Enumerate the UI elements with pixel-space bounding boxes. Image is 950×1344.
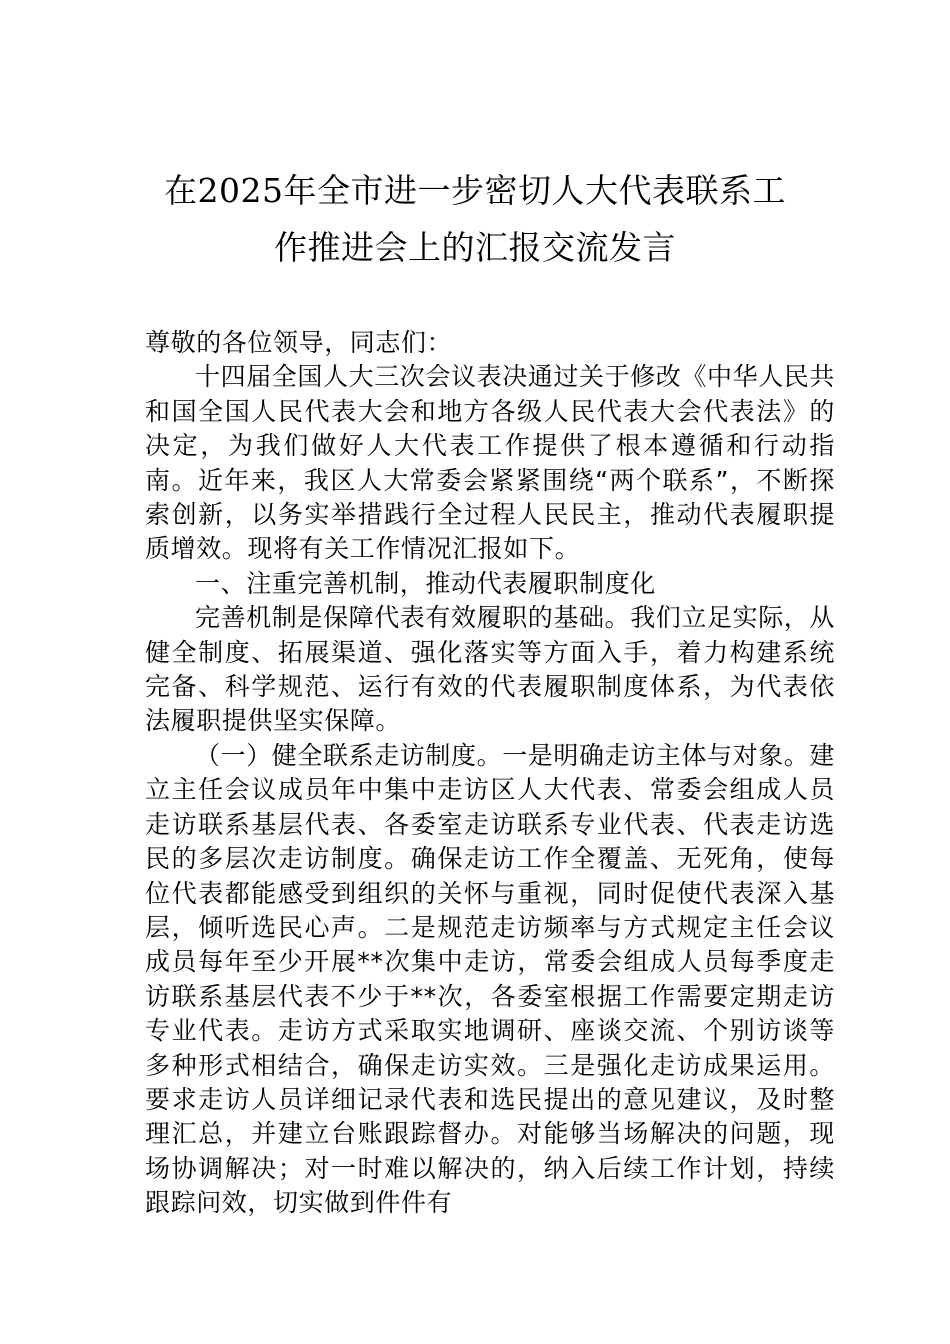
title-line-2: 作推进会上的汇报交流发言 bbox=[274, 228, 676, 267]
document-body bbox=[145, 326, 835, 1221]
paragraph-subsection-1: （一）健全联系走访制度。一是明确走访主体与对象。建立主任会议成员年中集中走访区人大代表、常委会组成人员走访联系基层代表、各委室走访联系专业代表、代表走访选民的多层次走访制度。确保走访工作全覆盖、无死角，使每位代表都能感受到组织的关怀与重视，同时促使代表深入基层，倾听选民心声。二是规范走访频率与方式规定主任会议成员每年至少开展**次集中走访，常委会组成人员每季度走访联系基层代表不少于**次，各委室根据工作需要定期走访专业代表。走访方式采取实地调研、座谈交流、个别访谈等多种形式相结合，确保走访实效。三是强化走访成果运用。要求走访人员详细记录代表和选民提出的意见建议，及时整理汇总，并建立台账跟踪督办。对能够当场解决的问题，现场协调解决；对一时难以解决的，纳入后续工作计划，持续跟踪问效，切实做到件件有 bbox=[145, 740, 836, 1218]
section-heading-1: 一、注重完善机制，推动代表履职制度化 bbox=[195, 568, 656, 598]
salutation: 尊敬的各位领导，同志们： bbox=[145, 328, 453, 357]
paragraph-section-1-intro: 完善机制是保障代表有效履职的基础。我们立足实际，从健全制度、拓展渠道、强化落实等方面入手，着力构建系统完备、科学规范、运行有效的代表履职制度体系，为代表依法履职提供坚实保障。 bbox=[145, 603, 836, 736]
document-title bbox=[145, 162, 805, 276]
title-line-1: 在2025年全市进一步密切人大代表联系工 bbox=[164, 171, 786, 210]
paragraph-intro: 十四届全国人大三次会议表决通过关于修改《中华人民共和国全国人民代表大会和地方各级人民代表大会代表法》的决定，为我们做好人大代表工作提供了根本遵循和行动指南。近年来，我区人大常委会紧紧围绕“两个联系”，不断探索创新，以务实举措践行全过程人民民主，推动代表履职提质增效。现将有关工作情况汇报如下。 bbox=[145, 362, 836, 564]
